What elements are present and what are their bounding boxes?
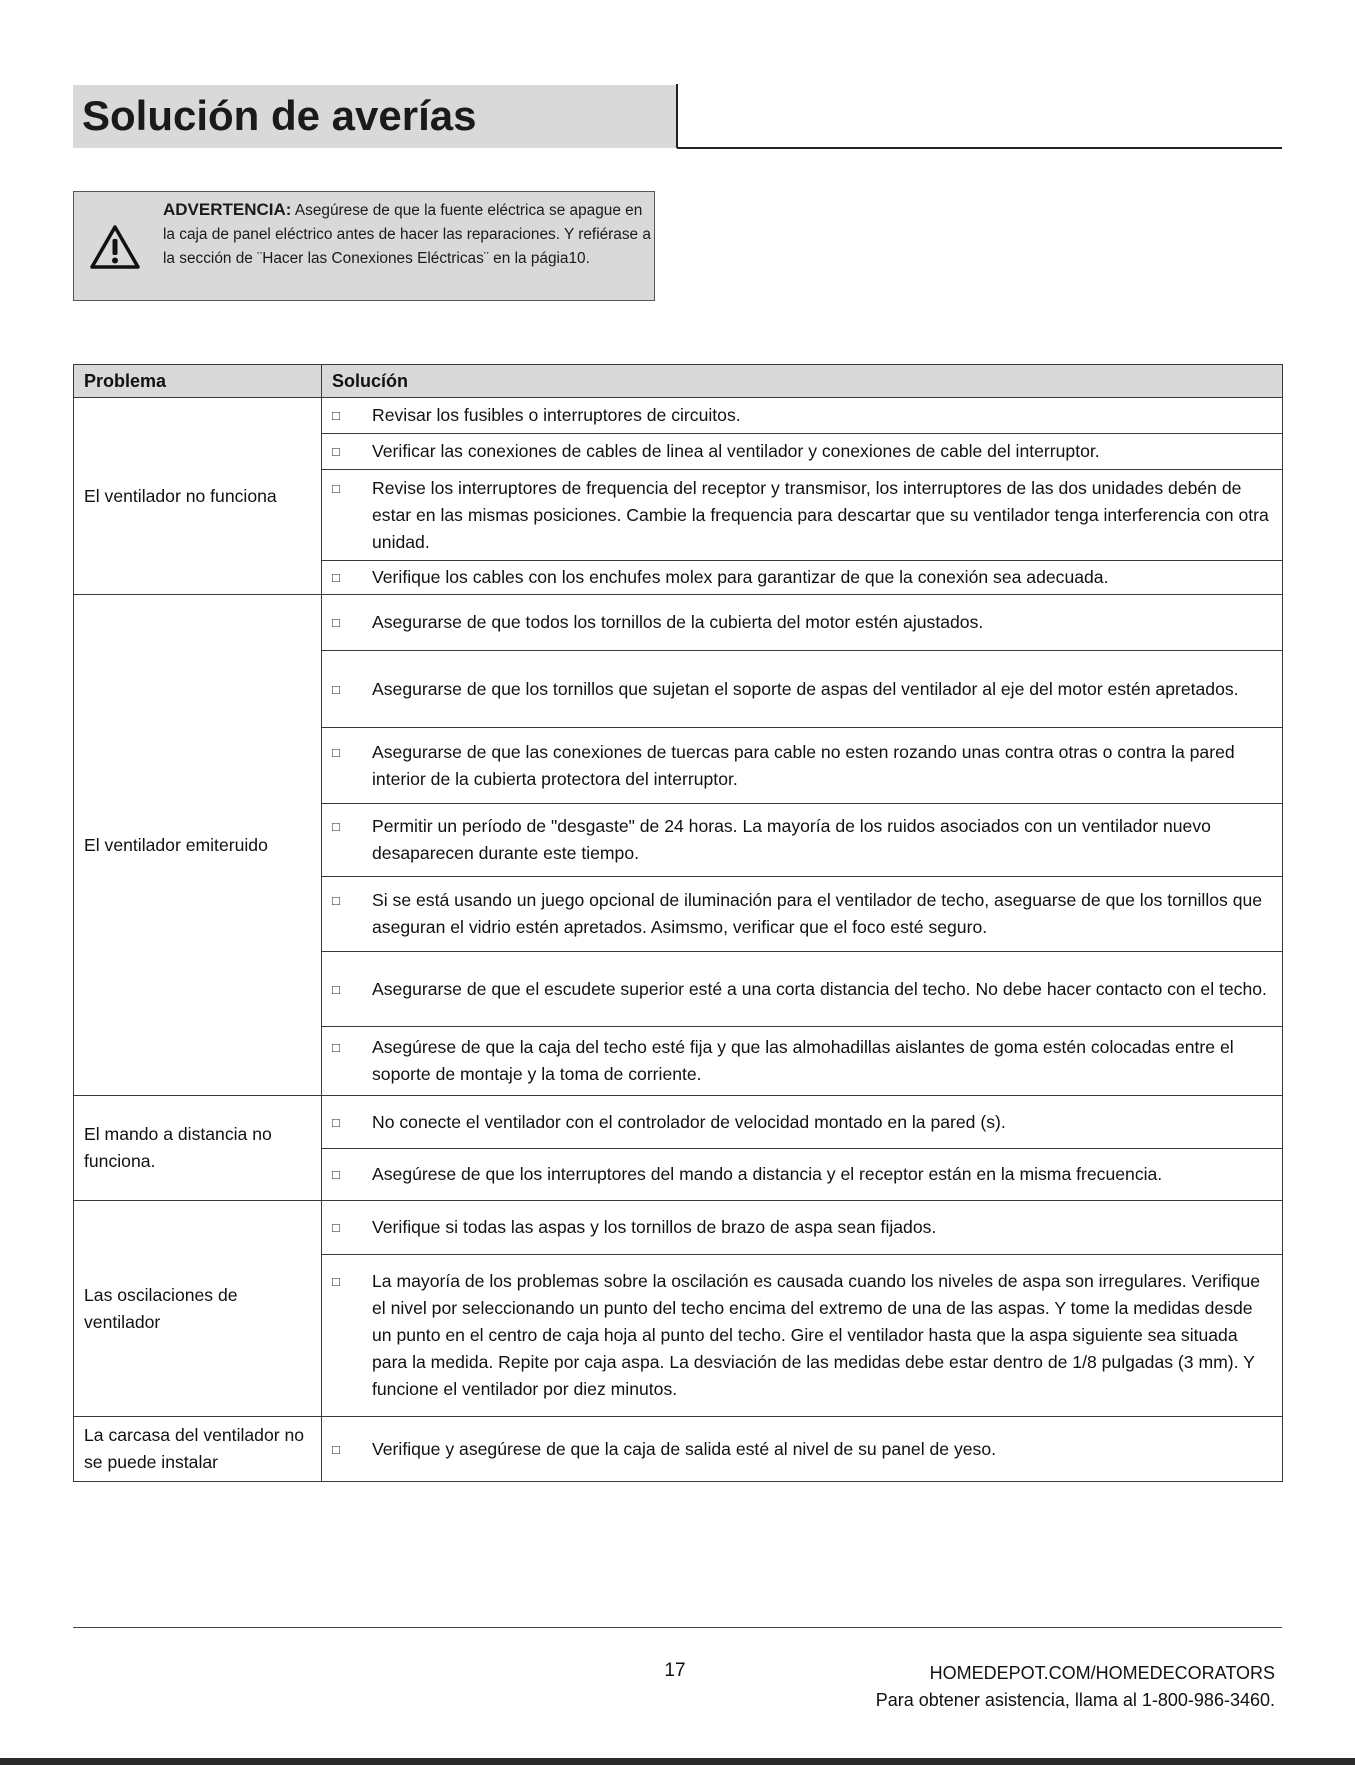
solution-text: Verifique si todas las aspas y los tornillos de brazo de aspa sean fijados. xyxy=(372,1217,937,1237)
checkbox-icon: □ xyxy=(332,1167,340,1182)
solution-cell xyxy=(322,804,1283,877)
solution-cell xyxy=(322,434,1283,470)
solution-cell xyxy=(322,877,1283,952)
scan-bottom-edge xyxy=(0,1758,1355,1765)
checkbox-icon: □ xyxy=(332,981,340,997)
solution-cell xyxy=(322,595,1283,651)
problem-cell: El mando a distancia no funciona. xyxy=(74,1096,322,1201)
solution-text: Asegurarse de que todos los tornillos de la cubierta del motor estén ajustados. xyxy=(372,612,984,632)
problem-cell: Las oscilaciones de ventilador xyxy=(74,1201,322,1417)
footer-contact xyxy=(876,1660,1275,1714)
solution-cell xyxy=(322,398,1283,434)
solution-text: Si se está usando un juego opcional de iluminación para el ventilador de techo, aseguarse de que los tornillos que aseguran el vidrio estén apretados. Asimsmo, verificar que el foco esté seguro. xyxy=(372,890,1263,937)
solution-text: Asegurarse de que los tornillos que sujetan el soporte de aspas del ventilador al eje del motor estén apretados. xyxy=(372,678,1239,699)
solution-cell xyxy=(322,470,1283,561)
checkbox-icon: □ xyxy=(332,444,340,459)
solution-cell xyxy=(322,1027,1283,1096)
solution-text: Asegurarse de que el escudete superior esté a una corta distancia del techo. No debe hacer contacto con el techo. xyxy=(372,978,1267,999)
warning-message xyxy=(163,198,653,271)
table-row xyxy=(74,595,1283,651)
troubleshooting-table xyxy=(73,364,1283,1482)
checkbox-icon: □ xyxy=(332,480,340,496)
solution-text: Asegúrese de que la caja del techo esté fija y que las almohadillas aislantes de goma estén colocadas entre el soporte de montaje y la toma de corriente. xyxy=(372,1037,1234,1084)
problem-cell: El ventilador emiteruido xyxy=(74,595,322,1096)
solution-cell xyxy=(322,561,1283,595)
checkbox-icon: □ xyxy=(332,1220,340,1235)
solution-text: La mayoría de los problemas sobre la oscilación es causada cuando los niveles de aspa son irregulares. Verifique el nivel por seleccionando un punto del techo encima del extremo de una de las aspas. Y tome la medidas desde un punto en el centro de caja hoja al punto del techo. Gire el ventilador hasta que la aspa siguiente sea situada para la medida. Repite por caja aspa. La desviación de las medidas debe estar dentro de 1/8 pulgadas (3 mm). Y funcione el ventilador por diez minutos. xyxy=(372,1271,1261,1399)
table-row xyxy=(74,1096,1283,1149)
warning-body: Asegúrese de que la fuente eléctrica se apague en la caja de panel eléctrico antes de hacer las reparaciones. Y refiérase a la sección de ¨Hacer las Conexiones Eléctricas¨ en la págia10. xyxy=(163,202,651,267)
checkbox-icon: □ xyxy=(332,819,340,834)
solution-cell xyxy=(322,1149,1283,1201)
checkbox-icon: □ xyxy=(332,1441,340,1457)
checkbox-icon: □ xyxy=(332,1274,340,1289)
solution-text: Asegurarse de que las conexiones de tuercas para cable no esten rozando unas contra otras o contra la pared interior de la cubierta protectora del interruptor. xyxy=(372,741,1235,789)
checkbox-icon: □ xyxy=(332,570,340,585)
checkbox-icon: □ xyxy=(332,681,340,697)
warning-label: ADVERTENCIA: xyxy=(163,200,292,219)
title-divider xyxy=(676,84,678,148)
table-header-row xyxy=(74,365,1283,398)
problem-cell: El ventilador no funciona xyxy=(74,398,322,595)
page-title: Solución de averías xyxy=(82,92,477,139)
solution-cell xyxy=(322,728,1283,804)
solution-text: Permitir un período de "desgaste" de 24 horas. La mayoría de los ruidos asociados con un ventilador nuevo desaparecen durante este tiempo. xyxy=(372,816,1211,863)
problem-cell: La carcasa del ventilador no se puede instalar xyxy=(74,1417,322,1482)
footer-help-text: Para obtener asistencia, llama al 1-800-986-3460. xyxy=(875,1690,1275,1710)
solution-cell xyxy=(322,1417,1283,1482)
solution-cell xyxy=(322,1255,1283,1417)
warning-box xyxy=(73,191,655,301)
solution-text: Verifique y asegúrese de que la caja de salida esté al nivel de su panel de yeso. xyxy=(372,1438,997,1459)
header-problem: Problema xyxy=(74,365,322,398)
solution-text: Asegúrese de que los interruptores del mando a distancia y el receptor están en la misma frecuencia. xyxy=(372,1164,1163,1184)
solution-cell xyxy=(322,952,1283,1027)
solution-cell xyxy=(322,651,1283,728)
table-row xyxy=(74,1417,1283,1482)
checkbox-icon: □ xyxy=(332,744,340,760)
title-rule xyxy=(677,147,1282,149)
checkbox-icon: □ xyxy=(332,615,340,630)
table-row xyxy=(74,398,1283,434)
checkbox-icon: □ xyxy=(332,1114,340,1130)
table-body xyxy=(74,398,1283,1482)
table-row xyxy=(74,1201,1283,1255)
checkbox-icon: □ xyxy=(332,893,340,908)
solution-cell xyxy=(322,1201,1283,1255)
solution-text: Verificar las conexiones de cables de linea al ventilador y conexiones de cable del interruptor. xyxy=(372,441,1100,461)
solution-cell xyxy=(322,1096,1283,1149)
footer-rule xyxy=(73,1627,1282,1628)
footer-website: HOMEDEPOT.COM/HOMEDECORATORS xyxy=(929,1663,1275,1683)
header-solution: Solucíón xyxy=(322,365,1283,398)
solution-text: Verifique los cables con los enchufes molex para garantizar de que la conexión sea adecuada. xyxy=(372,567,1109,587)
warning-triangle-icon xyxy=(89,224,141,270)
solution-text: Revise los interruptores de frequencia del receptor y transmisor, los interruptores de las dos unidades debén de estar en las mismas posiciones. Cambie la frequencia para descartar que su ventilador tenga interferencia con otra unidad. xyxy=(372,477,1269,552)
checkbox-icon: □ xyxy=(332,1040,340,1055)
checkbox-icon: □ xyxy=(332,408,340,423)
solution-text: No conecte el ventilador con el controlador de velocidad montado en la pared (s). xyxy=(372,1111,1006,1132)
page-number: 17 xyxy=(664,1660,686,1681)
solution-text: Revisar los fusibles o interruptores de circuitos. xyxy=(372,405,741,425)
